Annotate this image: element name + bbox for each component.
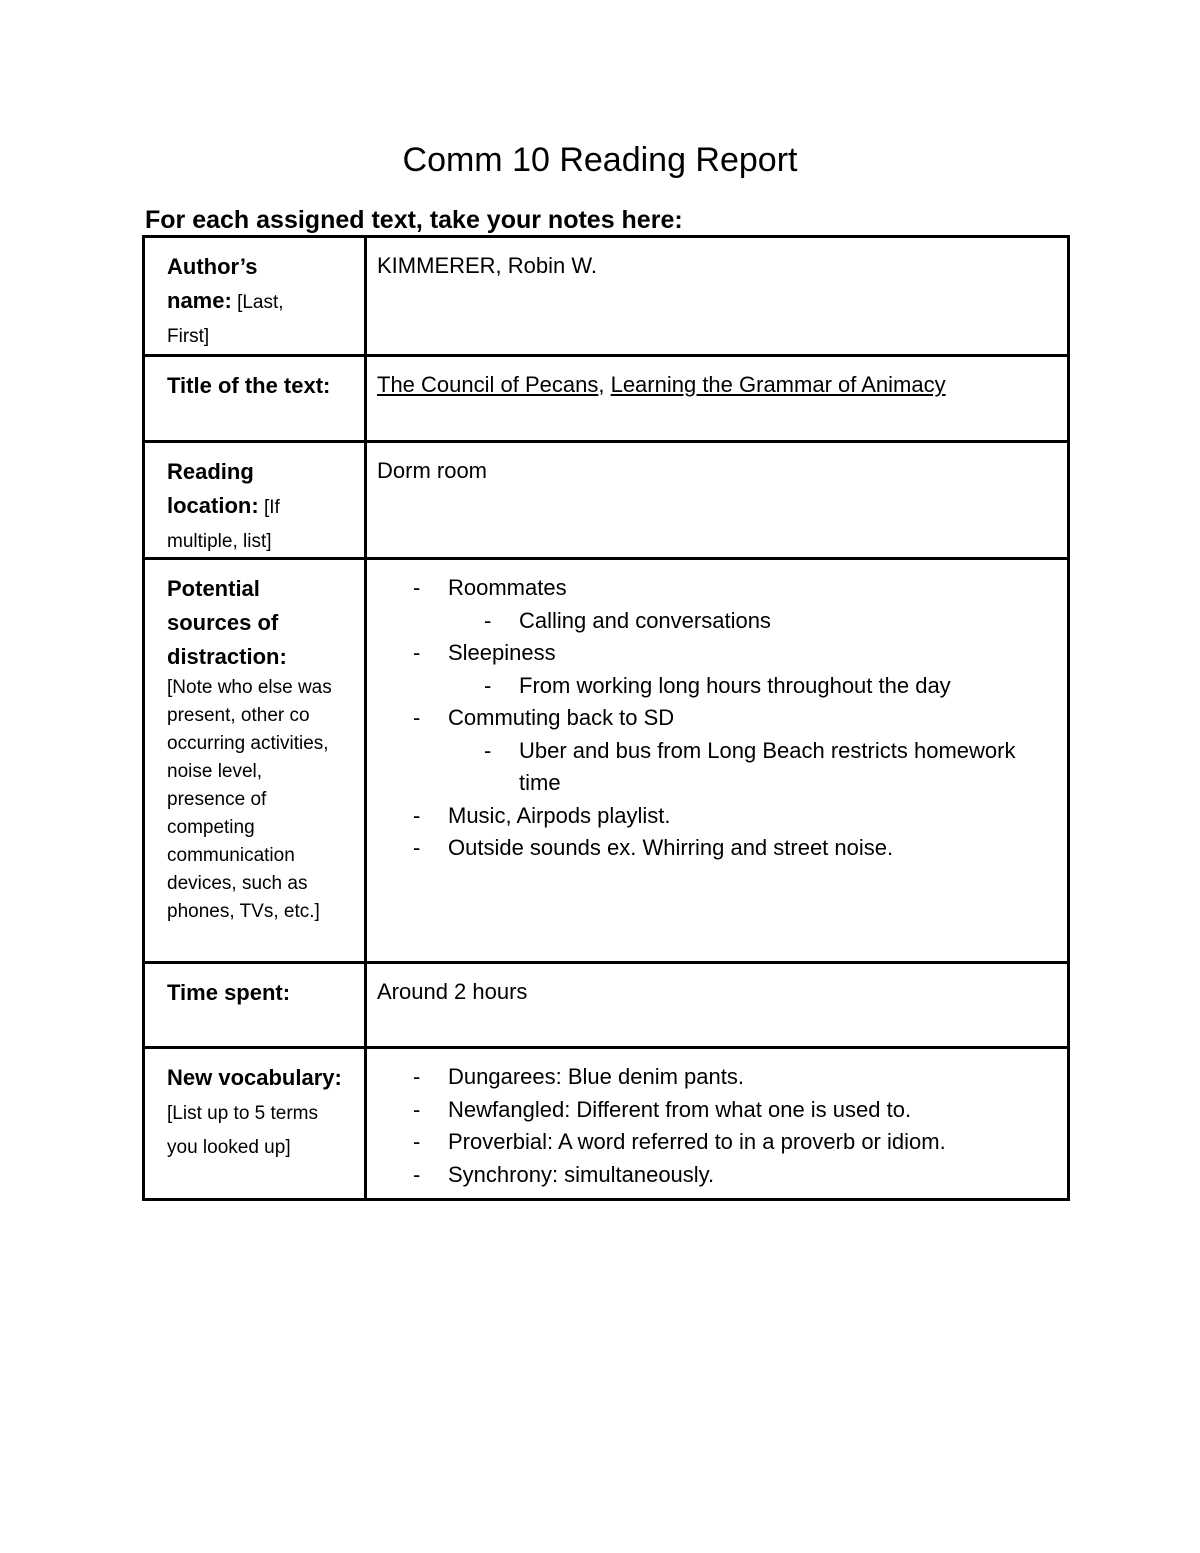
distraction-row	[144, 559, 1069, 963]
reading-report-table	[142, 235, 1070, 1201]
vocabulary-term: Dungarees: Blue denim pants.	[448, 1064, 744, 1089]
dash-bullet: -	[413, 835, 421, 860]
list-item	[377, 637, 1057, 702]
author-label: Author’s name:	[167, 254, 258, 313]
distraction-label-cell	[144, 559, 366, 963]
title-row	[144, 356, 1069, 442]
dash-bullet: -	[413, 1096, 421, 1122]
author-value-cell	[366, 237, 1069, 356]
dash-bullet: -	[413, 802, 421, 828]
list-item-text: Roommates	[448, 575, 567, 600]
text-title-separator: ,	[598, 372, 611, 397]
author-label-cell	[144, 237, 366, 356]
list-item	[377, 1094, 1057, 1127]
sub-list-item-text: From working long hours throughout the day	[519, 672, 951, 698]
vocabulary-label: New vocabulary:	[167, 1065, 342, 1090]
dash-bullet: -	[413, 1161, 421, 1187]
list-item-text: Sleepiness	[448, 640, 556, 665]
time-spent-value-cell	[366, 963, 1069, 1048]
location-value-cell	[366, 442, 1069, 559]
sub-list-item-text: Calling and conversations	[519, 607, 771, 633]
dash-bullet: -	[413, 575, 421, 600]
location-label-note: [If multiple, list]	[167, 497, 280, 552]
dash-bullet: -	[484, 737, 492, 763]
time-spent-label-cell	[144, 963, 366, 1048]
dash-bullet: -	[484, 607, 492, 633]
list-item	[377, 1061, 1057, 1094]
vocabulary-term: Synchrony: simultaneously.	[448, 1161, 715, 1187]
vocabulary-term: Proverbial: A word referred to in a proverb or idiom.	[448, 1129, 946, 1154]
list-item	[377, 832, 1057, 865]
location-label-cell	[144, 442, 366, 559]
text-title-1: The Council of Pecans	[377, 372, 599, 397]
dash-bullet: -	[413, 705, 421, 730]
title-value-cell	[366, 356, 1069, 442]
list-item	[377, 1126, 1057, 1159]
dash-bullet: -	[413, 640, 421, 665]
vocabulary-row	[144, 1048, 1069, 1200]
sub-list-item	[448, 735, 1057, 800]
sub-list	[448, 735, 1057, 800]
location-label: Reading location:	[167, 459, 259, 518]
instructions-heading: For each assigned text, take your notes here:	[145, 206, 683, 234]
list-item	[377, 702, 1057, 800]
distraction-label-note: [Note who else was present, other co occurring activities, noise level, presence of competing communication devices, such as phones, TVs, etc.]	[167, 677, 332, 922]
dash-bullet: -	[413, 1064, 421, 1089]
sub-list-item	[448, 670, 1057, 703]
sub-list-item-text: Uber and bus from Long Beach restricts homework time	[519, 737, 1016, 795]
distraction-list	[377, 572, 1057, 865]
author-label-note: [Last, First]	[167, 292, 284, 347]
title-label-cell	[144, 356, 366, 442]
vocabulary-value-cell	[366, 1048, 1069, 1200]
list-item-text: Commuting back to SD	[448, 705, 675, 730]
list-item-text: Music, Airpods playlist.	[448, 802, 671, 828]
vocabulary-label-note: [List up to 5 terms you looked up]	[167, 1103, 319, 1158]
author-row	[144, 237, 1069, 356]
list-item-text: Outside sounds ex. Whirring and street noise.	[448, 835, 894, 860]
location-row	[144, 442, 1069, 559]
vocabulary-label-cell	[144, 1048, 366, 1200]
time-spent-value: Around 2 hours	[377, 979, 528, 1004]
distraction-label: Potential sources of distraction:	[167, 576, 287, 669]
sub-list	[448, 670, 1057, 703]
list-item	[377, 800, 1057, 833]
text-title-2: Learning the Grammar of Animacy	[610, 372, 946, 397]
title-label: Title of the text:	[167, 373, 331, 398]
author-value: KIMMERER, Robin W.	[377, 253, 598, 278]
distraction-value-cell	[366, 559, 1069, 963]
list-item	[377, 1159, 1057, 1192]
document-title: Comm 10 Reading Report	[402, 141, 798, 179]
vocabulary-term: Newfangled: Different from what one is used to.	[448, 1096, 912, 1122]
sub-list	[448, 605, 1057, 638]
dash-bullet: -	[413, 1129, 421, 1154]
location-value: Dorm room	[377, 458, 488, 483]
time-spent-row	[144, 963, 1069, 1048]
vocabulary-list	[377, 1061, 1057, 1191]
list-item	[377, 572, 1057, 637]
sub-list-item	[448, 605, 1057, 638]
time-spent-label: Time spent:	[167, 980, 291, 1005]
dash-bullet: -	[484, 672, 492, 698]
